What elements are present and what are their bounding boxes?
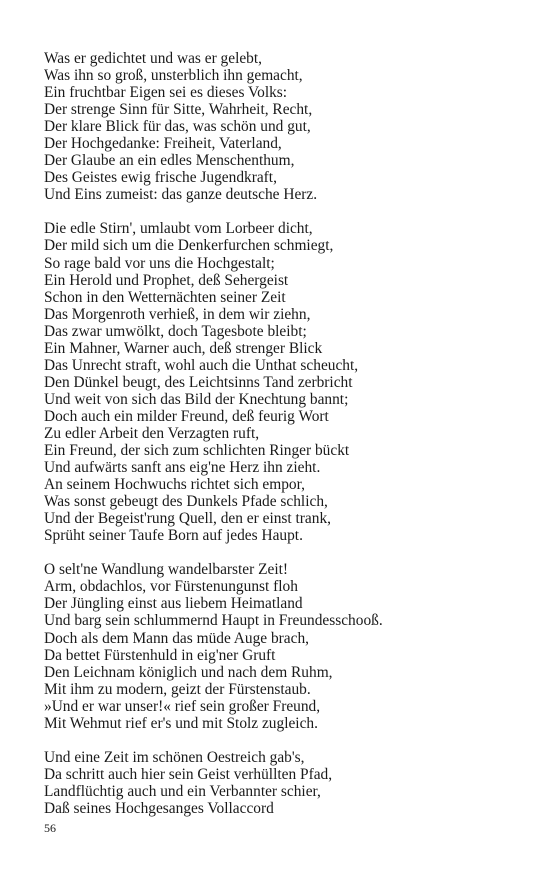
verse-line: Und Eins zumeist: das ganze deutsche Herz. — [44, 186, 318, 204]
verse-line: Ein Herold und Prophet, deß Sehergeist — [44, 271, 289, 289]
verse-line: Die edle Stirn', umlaubt vom Lorbeer dicht, — [44, 220, 313, 238]
verse-line: Was sonst gebeugt des Dunkels Pfade schlich, — [44, 493, 328, 511]
verse-line: Da bettet Fürstenhuld in eig'ner Gruft — [44, 646, 276, 664]
poem-text — [44, 50, 524, 834]
verse-line: Doch auch ein milder Freund, deß feurig Wort — [44, 407, 329, 425]
verse-line: Doch als dem Mann das müde Auge brach, — [44, 629, 309, 647]
verse-line: Arm, obdachlos, vor Fürstenungunst floh — [44, 578, 298, 596]
verse-line: Der Glaube an ein edles Menschenthum, — [44, 152, 295, 170]
verse-line: Sprüht seiner Taufe Born auf jedes Haupt. — [44, 527, 303, 545]
verse-line: Und aufwärts sanft ans eig'ne Herz ihn zieht. — [44, 459, 321, 477]
verse-line: So rage bald vor uns die Hochgestalt; — [44, 254, 275, 272]
verse-line: Was ihn so groß, unsterblich ihn gemacht, — [44, 67, 303, 85]
verse-line: Das zwar umwölkt, doch Tagesbote bleibt; — [44, 322, 307, 340]
verse-line: Ein Freund, der sich zum schlichten Ringer bückt — [44, 442, 350, 460]
verse-line: Und barg sein schlummernd Haupt in Freundesschooß. — [44, 612, 383, 630]
verse-line: An seinem Hochwuchs richtet sich empor, — [44, 476, 305, 494]
verse-line: Mit ihm zu modern, geizt der Fürstenstaub. — [44, 680, 311, 698]
verse-line: Den Leichnam königlich und nach dem Ruhm, — [44, 663, 333, 681]
stanza-1 — [44, 50, 524, 203]
verse-line: Der mild sich um die Denkerfurchen schmiegt, — [44, 237, 334, 255]
page-number: 56 — [44, 821, 56, 835]
verse-line: Schon in den Wetternächten seiner Zeit — [44, 288, 286, 306]
verse-line: O selt'ne Wandlung wandelbarster Zeit! — [44, 561, 289, 579]
verse-line: Den Dünkel beugt, des Leichtsinns Tand zerbricht — [44, 373, 353, 391]
verse-line: »Und er war unser!« rief sein großer Freund, — [44, 697, 321, 715]
verse-line: Das Morgenroth verhieß, in dem wir ziehn, — [44, 305, 311, 323]
verse-line: Und der Begeist'rung Quell, den er einst trank, — [44, 510, 331, 528]
stanza-2 — [44, 220, 524, 544]
verse-line: Der klare Blick für das, was schön und gut, — [44, 118, 311, 136]
verse-line: Ein Mahner, Warner auch, deß strenger Blick — [44, 339, 323, 357]
verse-line: Der Hochgedanke: Freiheit, Vaterland, — [44, 135, 282, 153]
verse-line: Landflüchtig auch und ein Verbannter schier, — [44, 782, 321, 800]
verse-line: Das Unrecht straft, wohl auch die Unthat scheucht, — [44, 356, 359, 374]
verse-line: Der Jüngling einst aus liebem Heimatland — [44, 595, 303, 613]
verse-line: Daß seines Hochgesanges Vollaccord — [44, 799, 274, 817]
verse-line: Und weit von sich das Bild der Knechtung bannt; — [44, 390, 349, 408]
verse-line: Da schritt auch hier sein Geist verhüllten Pfad, — [44, 765, 333, 783]
verse-line: Was er gedichtet und was er gelebt, — [44, 50, 262, 67]
verse-line: Und eine Zeit im schönen Oestreich gab's, — [44, 748, 305, 766]
verse-line: Mit Wehmut rief er's und mit Stolz zugleich. — [44, 714, 318, 732]
verse-line: Des Geistes ewig frische Jugendkraft, — [44, 169, 277, 187]
stanza-4 — [44, 749, 524, 817]
verse-line: Der strenge Sinn für Sitte, Wahrheit, Recht, — [44, 101, 313, 119]
verse-line: Ein fruchtbar Eigen sei es dieses Volks: — [44, 84, 288, 102]
verse-line: Zu edler Arbeit den Verzagten ruft, — [44, 424, 260, 442]
stanza-3 — [44, 561, 524, 731]
